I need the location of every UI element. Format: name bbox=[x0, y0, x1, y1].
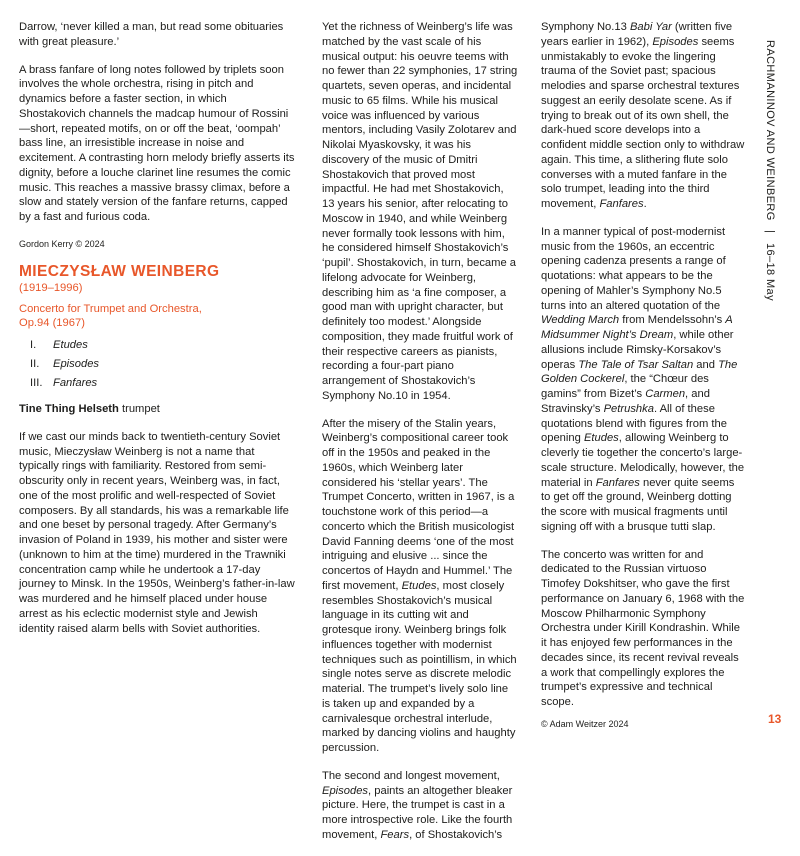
italic-title: A Midsummer Night’s Dream bbox=[541, 314, 733, 341]
column-1 bbox=[19, 20, 296, 649]
running-header-title: RACHMANINOV AND WEINBERG bbox=[764, 40, 776, 221]
movement-number: III. bbox=[30, 377, 43, 389]
text-run: . bbox=[643, 198, 647, 210]
page-number: 13 bbox=[768, 712, 782, 726]
text-run: , most closely resembles Shostakovich’s musical language in its cutting wit and grotesque irony. Weinberg brings folk influences together with modernist techniques such as pointillism, in which single notes serve as discrete melodic material. The trumpet’s lively solo line is taken up and expanded by a carnivalesque orchestral interlude, marked by dancing violins and haughty percussion. bbox=[322, 579, 517, 754]
text-run: , paints an altogether bleaker picture. Here, the trumpet is cast in a more introspective role. Like the fourth movement, bbox=[322, 784, 513, 841]
performer-role: trumpet bbox=[121, 403, 160, 415]
movement-item bbox=[19, 336, 296, 355]
performer-name: Tine Thing Helseth bbox=[19, 403, 119, 415]
paragraph: Yet the richness of Weinberg’s life was matched by the vast scale of his musical output: his oeuvre teems with no fewer than 22 symphonies, 17 string quartets, seven operas, and incidental music to 65 films. While his musical voice was influenced by various mentors, including Vasily Zolotarev and Nikolai Myaskovsky, it was his discovery of the music of Dmitri Shostakovich that proved most impactful. He had met Shostakovich, 13 years his senior, after relocating to Moscow in 1940, and while Weinberg never formally took lessons with him, he considered himself Shostakovich’s ‘pupil’. Shostakovich, in turn, became a lifelong advocate for Weinberg, describing him as ‘a fine composer, a good man with upright character, but definitely too modest.’ Alongside composition, they made fruitful work of their respective careers as pianists, recording a four-part piano arrangement of Shostakovich’s Symphony No.10 in 1954. bbox=[322, 21, 518, 402]
italic-title: Babi Yar bbox=[629, 21, 672, 33]
movement-number: I. bbox=[30, 339, 37, 351]
author-credit: © Adam Weitzer 2024 bbox=[541, 718, 629, 729]
italic-title: Petrushka bbox=[603, 402, 654, 415]
movement-title: Etudes bbox=[53, 339, 88, 351]
italic-title: Wedding March bbox=[541, 314, 620, 327]
paragraph: A brass fanfare of long notes followed by triplets soon involves the whole orchestra, rising in pitch and dynamics before a faster section, in which Shostakovich channels the madcap humour of Rossini—short, repeated motifs, on or off the beat, ‘oompah’ bass line, an irresistible increase in noise and excitement. A contrasting horn melody briefly asserts its dignity, before a louche clarinet line resumes the comic music. This reaches a massive brassy climax, before a slow and stately version of the fanfare returns, capped by a fast and furious coda. bbox=[19, 63, 295, 223]
italic-title: The Golden Cockerel bbox=[541, 358, 738, 386]
italic-title: Fanfares bbox=[595, 476, 640, 489]
movement-item bbox=[19, 355, 296, 374]
text-run: never quite seems to get off the ground, Weinberg dotting the score with musical fragments until signing off with a brusque tutti slap. bbox=[541, 476, 735, 533]
paragraph bbox=[322, 417, 518, 756]
composer-dates: (1919–1996) bbox=[19, 281, 83, 294]
italic-title: Fanfares bbox=[599, 198, 644, 210]
paragraph: The concerto was written for and dedicated to the Russian virtuoso Timofey Dokshitser, who gave the first performance on January 6, 1968 with the Moscow Philharmonic Symphony Orchestra under Kirill Kondrashin. While it has enjoyed few performances in the decades since, its recent revival reveals a work that compellingly explores the trumpet’s expressive and technical scope. bbox=[541, 548, 745, 708]
text-run: After the misery of the Stalin years, Weinberg’s compositional career took off in the 1950s and peaked in the 1960s, which Weinberg later considered his ‘stellar years’. The Trumpet Concerto, written in 1967, is a touchstone work of this period—a concerto which the British musicologist David Fanning deems ‘one of the most intriguing and elusive ... since the concertos of Haydn and Hummel.’ The first movement, bbox=[322, 417, 515, 592]
movement-title: Fanfares bbox=[53, 377, 98, 389]
text-run: seems unmistakably to evoke the lingering trauma of the Soviet past; spacious melodies and sparse orchestral textures suggest an eerily desolate scene. As if trying to break out of its own shell, the dark-hued score develops into a confident middle section only to withdraw again. This time, a slithering flute solo converses with a muted fanfare in the solo trumpet, leading into the third movement, bbox=[541, 35, 745, 210]
work-title-line-1: Concerto for Trumpet and Orchestra, bbox=[19, 302, 202, 315]
text-run: , the “Chœur des gamins” from Bizet’s bbox=[541, 373, 709, 400]
italic-title: The Tale of Tsar Saltan bbox=[578, 358, 694, 371]
author-credit: Gordon Kerry © 2024 bbox=[19, 238, 105, 249]
text-run: The second and longest movement, bbox=[322, 769, 500, 782]
italic-title: Fears bbox=[380, 828, 410, 841]
running-header bbox=[764, 40, 776, 301]
performer bbox=[19, 402, 296, 417]
running-header-dates: 16–18 May bbox=[764, 242, 776, 301]
text-run: , of Shostakovich’s bbox=[409, 828, 503, 841]
movement-list bbox=[19, 336, 296, 393]
paragraph: If we cast our minds back to twentieth-century Soviet music, Mieczysław Weinberg is not a name that typically rings with familiarity. Restored from semi-obscurity only in recent years, Weinberg was, in fact, one of the most prolific and well-respected of Soviet composers. By all standards, his was a remarkable life and one beset by personal tragedy. After Germany’s invasion of Poland in 1939, his mother and sister were (unknown to him at the time) murdered in the Trawniki concentration camp while he undertook a 17-day journey to Minsk. In the 1950s, Weinberg’s father-in-law was murdered and he himself placed under house arrest as his eclectic modernist style and Jewish identity raised alarm bells with Soviet authorities. bbox=[19, 430, 295, 635]
text-run: In a manner typical of post-modernist music from the 1960s, an eccentric opening cadenza presents a range of quotations: what appears to be the opening of Mahler’s Symphony No.5 turns into an altered quotation of the bbox=[541, 225, 726, 312]
text-run: , while other allusions include Rimsky-Korsakov’s operas bbox=[541, 329, 734, 371]
column-3 bbox=[541, 20, 745, 743]
paragraph bbox=[322, 769, 518, 843]
text-run: and bbox=[693, 358, 719, 371]
italic-title: Episodes bbox=[652, 35, 699, 48]
movement-title: Episodes bbox=[53, 358, 100, 370]
italic-title: Carmen bbox=[645, 388, 686, 400]
text-run: Symphony No.13 bbox=[541, 21, 630, 33]
work-title bbox=[19, 302, 296, 332]
column-2 bbox=[322, 20, 518, 856]
paragraph: Darrow, ‘never killed a man, but read some obituaries with great pleasure.’ bbox=[19, 21, 284, 48]
paragraph bbox=[541, 225, 745, 535]
running-header-separator: | bbox=[764, 230, 776, 234]
paragraph bbox=[541, 20, 745, 212]
text-run: , and Stravinsky’s bbox=[541, 388, 710, 415]
italic-title: Etudes bbox=[401, 579, 437, 592]
text-run: from Mendelssohn’s bbox=[619, 314, 726, 327]
italic-title: Episodes bbox=[322, 784, 369, 797]
composer-name: MIECZYSŁAW WEINBERG bbox=[19, 262, 220, 280]
work-title-line-2: Op.94 (1967) bbox=[19, 317, 85, 330]
text-run: . All of these quotations blend with figures from the opening bbox=[541, 402, 727, 445]
movement-number: II. bbox=[30, 358, 40, 370]
italic-title: Etudes bbox=[583, 432, 619, 445]
text-run: (written five years earlier in 1962), bbox=[541, 21, 733, 48]
text-run: , allowing Weinberg to cleverly tie together the concerto’s large-scale structure. Melodically, however, the material in bbox=[541, 432, 745, 489]
movement-item bbox=[19, 374, 296, 393]
